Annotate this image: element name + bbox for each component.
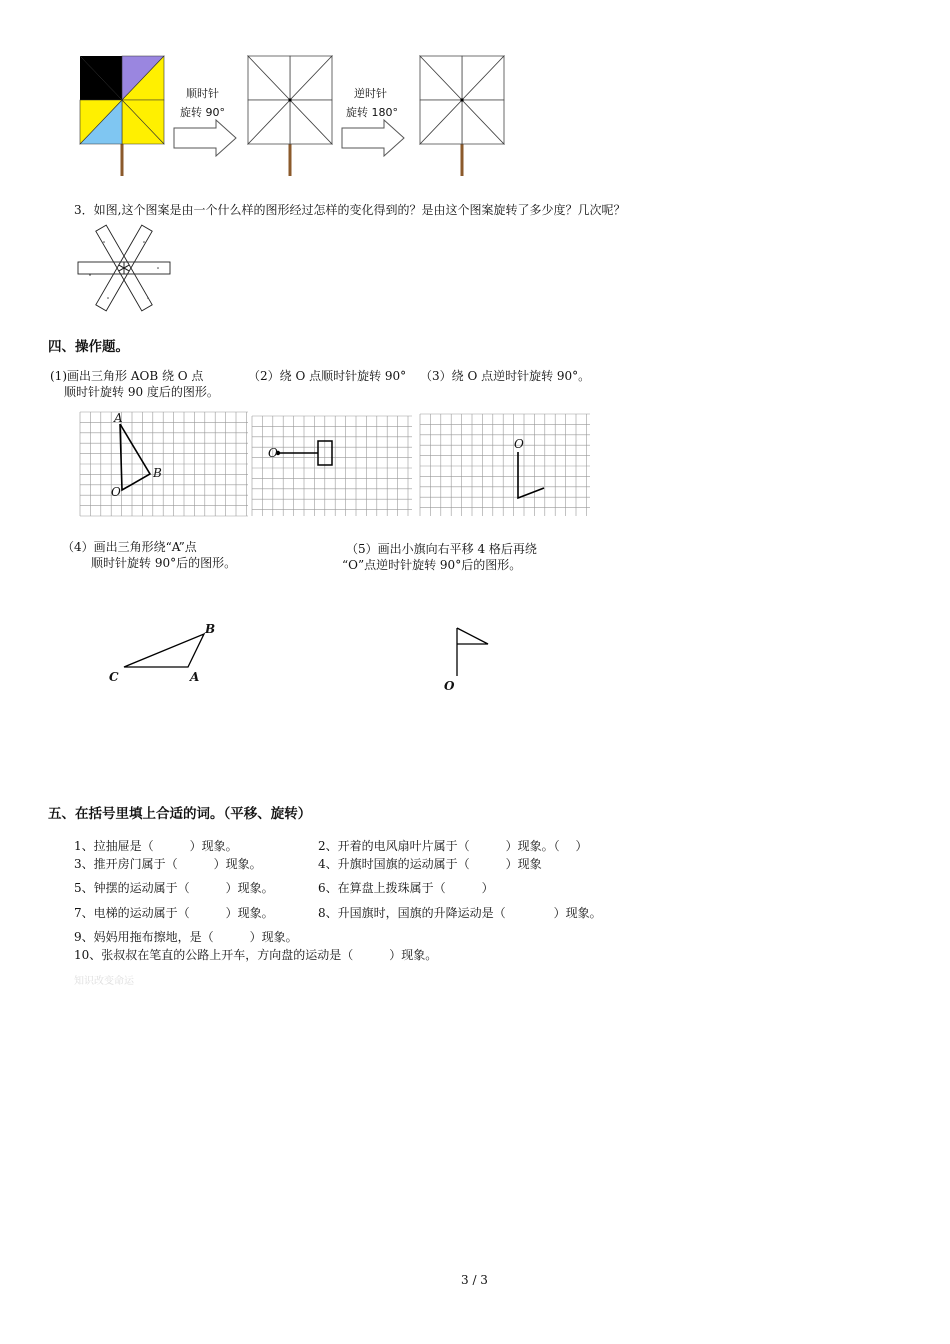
arrow-clockwise <box>172 118 238 158</box>
question-3-text: 3．如图,这个图案是由一个什么样的图形经过怎样的变化得到的？是由这个图案旋转了多少度？几次呢？ <box>74 203 626 217</box>
page-number: 3 / 3 <box>461 1273 488 1287</box>
arrow2-line1: 逆时针 <box>354 87 387 100</box>
section-4-title: 四、操作题。 <box>48 339 129 355</box>
grid-3 <box>420 414 590 516</box>
grid3-label-o: O <box>514 437 524 451</box>
arrow-counterclockwise <box>340 118 406 158</box>
arrow1-line1: 顺时针 <box>186 87 219 100</box>
fill-item-7: 7、电梯的运动属于（ ）现象。 <box>74 906 274 920</box>
grid1-label-b: B <box>153 466 162 480</box>
fill-item-6: 6、在算盘上拨珠属于（ ） <box>318 881 494 895</box>
problem-3-text: （3）绕 O 点逆时针旋转 90°。 <box>420 369 591 383</box>
pinwheel-colored <box>76 52 168 178</box>
fill-item-9: 9、妈妈用拖布擦地，是（ ）现象。 <box>74 930 298 944</box>
grid2-label-o: O <box>268 446 278 460</box>
fill-item-5: 5、钟摆的运动属于（ ）现象。 <box>74 881 274 895</box>
fill-item-10: 10、张叔叔在笔直的公路上开车，方向盘的运动是（ ）现象。 <box>74 948 438 962</box>
grid-2 <box>252 416 412 516</box>
problem-5-line2: “O”点逆时针旋转 90°后的图形。 <box>342 558 522 572</box>
grid1-label-a: A <box>114 411 123 425</box>
problem-2-text: （2）绕 O 点顺时针旋转 90° <box>248 369 407 383</box>
fill-item-3: 3、推开房门属于（ ）现象。 <box>74 857 262 871</box>
faint-watermark-text: 知识改变命运 <box>74 976 134 987</box>
triangle-label-c: C <box>109 670 119 684</box>
pinwheel-outline-2 <box>416 52 508 178</box>
triangle-label-b: B <box>205 622 216 636</box>
rotated-rectangles-figure <box>76 224 176 314</box>
problem-4-line1: （4）画出三角形绕“A”点 <box>62 540 197 554</box>
problem-1-line1: (1)画出三角形 AOB 绕 O 点 <box>50 369 204 383</box>
pinwheel-outline-1 <box>244 52 336 178</box>
problem-1-line2: 顺时针旋转 90 度后的图形。 <box>64 385 219 399</box>
fill-item-1: 1、拉抽屉是（ ）现象。 <box>74 839 238 853</box>
flag-label-o: O <box>444 679 455 693</box>
fill-item-8: 8、升国旗时，国旗的升降运动是（ ）现象。 <box>318 906 602 920</box>
problem-4-line2: 顺时针旋转 90°后的图形。 <box>91 556 237 570</box>
arrow1-line2: 旋转 90° <box>180 106 225 119</box>
triangle-label-a: A <box>190 670 200 684</box>
grid-1 <box>80 412 248 516</box>
fill-item-2: 2、开着的电风扇叶片属于（ ）现象。（ ） <box>318 839 588 853</box>
fill-item-4: 4、升旗时国旗的运动属于（ ）现象 <box>318 857 542 871</box>
grid1-label-o: O <box>111 485 121 499</box>
problem-5-line1: （5）画出小旗向右平移 4 格后再绕 <box>346 542 537 556</box>
section-5-title: 五、在括号里填上合适的词。（平移、旋转） <box>48 806 312 822</box>
arrow2-line2: 旋转 180° <box>346 106 398 119</box>
flag <box>450 624 500 684</box>
